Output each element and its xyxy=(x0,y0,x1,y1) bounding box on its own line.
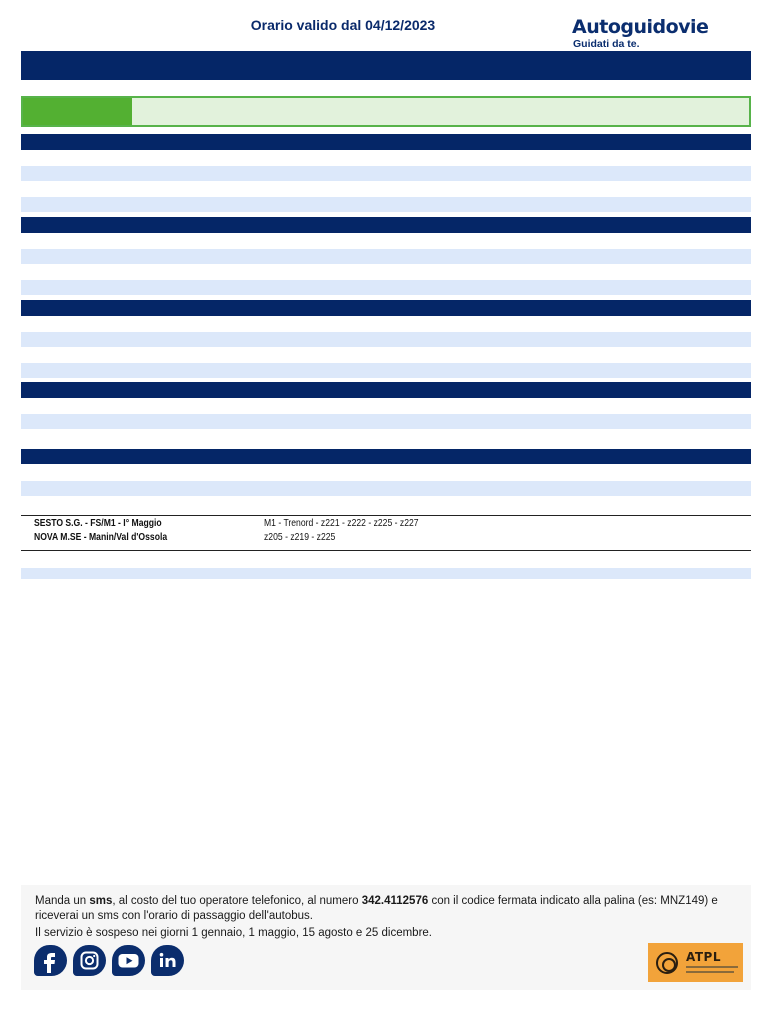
footer xyxy=(21,885,751,990)
timetable-row xyxy=(21,280,751,295)
connection-row xyxy=(21,517,751,531)
timetable-row xyxy=(21,568,751,579)
timetable-row xyxy=(21,166,751,181)
atpl-label: ATPL xyxy=(686,950,721,964)
connection-lines: M1 - Trenord - z221 - z222 - z225 - z227 xyxy=(264,517,419,529)
connection-row xyxy=(21,531,751,545)
instagram-icon[interactable] xyxy=(73,945,106,976)
sms-keyword: sms xyxy=(89,895,113,907)
connections-table xyxy=(21,515,751,551)
timetable-header-bar xyxy=(21,51,751,80)
facebook-icon[interactable] xyxy=(34,945,67,976)
youtube-icon[interactable] xyxy=(112,945,145,976)
sms-text: con il codice fermata indicato alla palina (es: MNZ149) e riceverai un sms con l'orario di passaggio dell'autobus. xyxy=(35,895,718,922)
timetable-row xyxy=(21,249,751,264)
atpl-subtext-line xyxy=(686,966,738,968)
timetable-row xyxy=(21,332,751,347)
timetable-row xyxy=(21,414,751,429)
atpl-badge-icon xyxy=(656,952,678,974)
sms-number: 342.4112576 xyxy=(361,895,429,907)
connection-lines: z205 - z219 - z225 xyxy=(264,531,336,543)
section-bar xyxy=(21,217,751,233)
brand-tagline: Guidati da te. xyxy=(573,38,640,50)
suspension-note: Il servizio è sospeso nei giorni 1 gennaio, 1 maggio, 15 agosto e 25 dicembre. xyxy=(35,927,432,939)
sms-text: Manda un xyxy=(35,895,90,907)
section-bar xyxy=(21,300,751,316)
sms-info xyxy=(35,894,745,941)
section-bar xyxy=(21,449,751,464)
connection-stop: SESTO S.G. - FS/M1 - I° Maggio xyxy=(34,517,162,529)
direction-row xyxy=(21,96,751,127)
linkedin-icon[interactable] xyxy=(151,945,184,976)
section-bar xyxy=(21,382,751,398)
timetable-row xyxy=(21,197,751,212)
validity-title: Orario valido dal 04/12/2023 xyxy=(250,17,436,33)
atpl-subtext-line xyxy=(686,971,734,973)
connection-stop: NOVA M.SE - Manin/Val d'Ossola xyxy=(34,531,168,543)
atpl-logo xyxy=(648,943,743,982)
sms-text: , al costo del tuo operatore telefonico, al numero xyxy=(112,895,362,907)
direction-cell xyxy=(23,98,132,125)
timetable-row xyxy=(21,363,751,378)
brand-name: Autoguidovie xyxy=(572,16,709,38)
timetable-row xyxy=(21,481,751,496)
section-bar xyxy=(21,134,751,150)
autoguidovie-logo xyxy=(572,16,712,52)
